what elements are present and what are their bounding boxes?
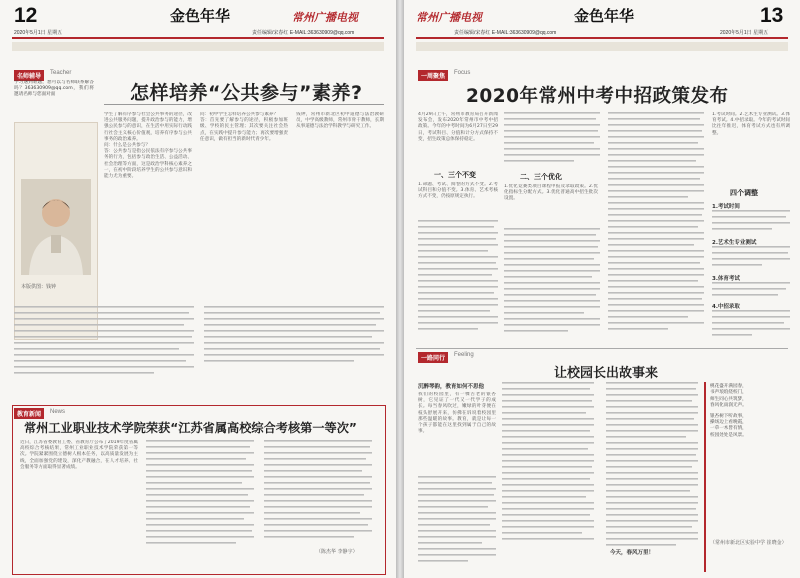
focus-col4-lines-d <box>712 310 790 340</box>
essay-body: 我们的校园里，有一棵古老的银杏树，它见证了一代又一代学子的成长。每当春风吹过，嫩绿的叶芽便在枝头舒展开来，仿佛在诉说着校园里那些温暖的故事。教育，就是让每一个孩子都能在这里找到属于自己的故事。 <box>418 392 496 435</box>
essay-middle-lines <box>502 382 698 572</box>
column-tag-en: Teacher <box>50 70 72 76</box>
poem-block <box>710 384 792 439</box>
right-header-stripe <box>416 42 788 51</box>
article-body-3: 答：首先要了解参与的途径，积极参加班级、学校的民主管理；其次要关注社会热点，在实践中提升参与能力；再次要增强责任意识，做有担当的新时代青少年。 <box>200 118 288 142</box>
left-headline: 怎样培养“公共参与”素养? <box>130 82 363 104</box>
focus-sec-4-q1: 1.考试时间 <box>712 204 740 210</box>
focus-intro: 4月29日上午，常州市教育局召开新闻发布会，发布2020年常州市中考中招政策。今年的中考时间为6月27日至29日，考试科目、分值和计分方式保持不变，招生政策总体保持稳定。 <box>418 112 498 142</box>
essay-quote: 今天，春风万里！ <box>610 550 655 556</box>
focus-tag-en: Focus <box>454 70 471 76</box>
poem-line: 校园处处是风景。 <box>710 432 747 438</box>
focus-col3-lines <box>608 112 704 340</box>
article-col-3 <box>296 112 384 302</box>
right-header-rule <box>416 37 788 39</box>
article-body-1: 学生了解有序参与社会公共事务的途径，改进公共服务问题，提升政治参与的能力，增强公民参与的意识，在生活中用实际行动践行社会主义核心价值观，培养有序参与公共事务的政治素养。 <box>104 112 192 142</box>
article-text-lines <box>14 306 386 402</box>
focus-sec-4-body: 1.考试时间。2.艺术生专业测试。3.体育考试。4.中招录取。今年的考试时间比往年推迟，体育考试方式也有所调整。 <box>712 112 790 136</box>
focus-sec-4: 四个调整 <box>730 189 758 197</box>
feeling-tag: 一路同行 <box>418 352 448 363</box>
poem-line: 师生同心共筑梦， <box>710 396 747 402</box>
feeling-tag-en: Feeling <box>454 352 474 358</box>
left-section-title: 金色年华 <box>170 8 231 25</box>
school-headline: 常州工业职业技术学院荣获“江苏省属高校综合考核第一等次” <box>24 421 357 435</box>
school-text-lines <box>146 440 376 564</box>
focus-col2-lines-top <box>504 112 600 172</box>
author-caption: 本版供图：钱钟 <box>21 284 57 290</box>
right-masthead: 常州广播电视 <box>416 11 482 24</box>
school-body: 近日，江苏省委教育工委、省教育厅公布了2019年度省属高校综合考核结果，常州工业职业技术学院荣获第一等次。学院紧紧围绕立德树人根本任务，以高质量发展为主线，全面加强党的建设，深化产教融合，在人才培养、社会服务等方面取得显著成绩。 <box>20 440 138 470</box>
left-header-stripe <box>12 42 384 51</box>
article-q1: 问：什么是公共参与？ <box>104 143 150 149</box>
poem-byline: （常州市新北区实验中学 崔晓金） <box>710 540 787 546</box>
author-photo-illustration <box>21 179 91 275</box>
left-date-line: 2020年5月1日 星期五 <box>14 30 63 36</box>
focus-sec-1: 一、三个不变 <box>434 171 476 179</box>
poem-ribbon <box>704 382 706 572</box>
left-editor-line: 责任编辑/宋春红 E-MAIL:363630909@qq.com <box>252 30 355 36</box>
page-gutter <box>396 0 404 578</box>
right-page-number: 13 <box>760 4 784 27</box>
focus-sec-2-body: 1.优化竞赛类项目课程申报及录取政策。2.优化指标生分配方式。3.优化普通高中招生批次设置。 <box>504 184 598 202</box>
column-note: 学习遇到难题，想可以与名师联系解答吗？363630909@qq.com，我们将邀请名师与您面对面 <box>14 80 94 98</box>
article-q2: 问：初中学生怎样培养公共参与素养？ <box>200 112 279 117</box>
feeling-rule <box>416 348 788 349</box>
right-date-line: 2020年5月1日 星期五 <box>720 30 769 36</box>
right-section-title: 金色年华 <box>574 8 635 25</box>
article-col-2 <box>200 112 288 302</box>
essay-col1-lines <box>418 476 496 572</box>
poem-line: 操场边上看晚霞， <box>710 420 747 426</box>
article-body-2: 答：公共参与是指公民依法有序参与公共事务的行为，包括参与政治生活、公益活动、社会治理等方面，这是政治学科核心素养之一，在初中阶段培养学生的公共参与意识和能力尤为重要。 <box>104 149 192 180</box>
poem-line: 桃花盛开满园春， <box>710 384 747 389</box>
poem-line: 春风化雨润无声。 <box>710 403 747 409</box>
right-editor-line: 责任编辑/宋春红 E-MAIL:363630909@qq.com <box>454 30 557 36</box>
column-tag: 名师辅导 <box>14 70 44 81</box>
focus-col4-lines-b <box>712 246 790 276</box>
focus-sec-4-q2: 2.艺术生专业测试 <box>712 240 757 246</box>
author-bio: 钱钟，常州市新北区初中道德与法治教研员，中学高级教师，常州市骨干教师，长期从事道德与法治学科教学与研究工作。 <box>296 112 384 130</box>
focus-col2-lines <box>504 228 600 340</box>
poem-line: 书声琅琅绕校门， <box>710 390 747 396</box>
focus-sec-1-body: 1.命题、考试、阅卷的方式不变。2.考试科目和分值不变。3.体育、艺术考核方式不变，仍按原规定执行。 <box>418 182 498 200</box>
focus-sec-4-q4: 4.中招录取 <box>712 304 740 310</box>
right-page <box>404 0 800 578</box>
school-tag: 教育新闻 <box>14 408 44 419</box>
essay-headline: 让校园长出故事来 <box>554 366 659 381</box>
left-header-rule <box>12 37 384 39</box>
left-page-number: 12 <box>14 4 38 27</box>
left-masthead: 常州广播电视 <box>292 11 358 24</box>
focus-col4-lines-a <box>712 210 790 240</box>
poem-line: 一草一木皆有情， <box>710 426 747 432</box>
focus-tag: 一周聚焦 <box>418 70 448 81</box>
focus-col1-lines <box>418 220 498 340</box>
article-col-1 <box>104 112 192 302</box>
right-headline: 2020年常州中考中招政策发布 <box>466 86 729 107</box>
school-byline: （陈杰华 李静宇） <box>316 549 358 555</box>
essay-left-title: 沉醉琴韵，教育如何不思他 <box>418 384 485 390</box>
school-tag-en: News <box>50 409 66 415</box>
poem-line: 银杏树下听故事， <box>710 413 747 419</box>
left-page <box>0 0 396 578</box>
author-photo <box>21 179 91 275</box>
focus-sec-4-q3: 3.体育考试 <box>712 276 740 282</box>
headline-rule <box>104 104 384 105</box>
focus-sec-2: 二、三个优化 <box>520 173 562 181</box>
